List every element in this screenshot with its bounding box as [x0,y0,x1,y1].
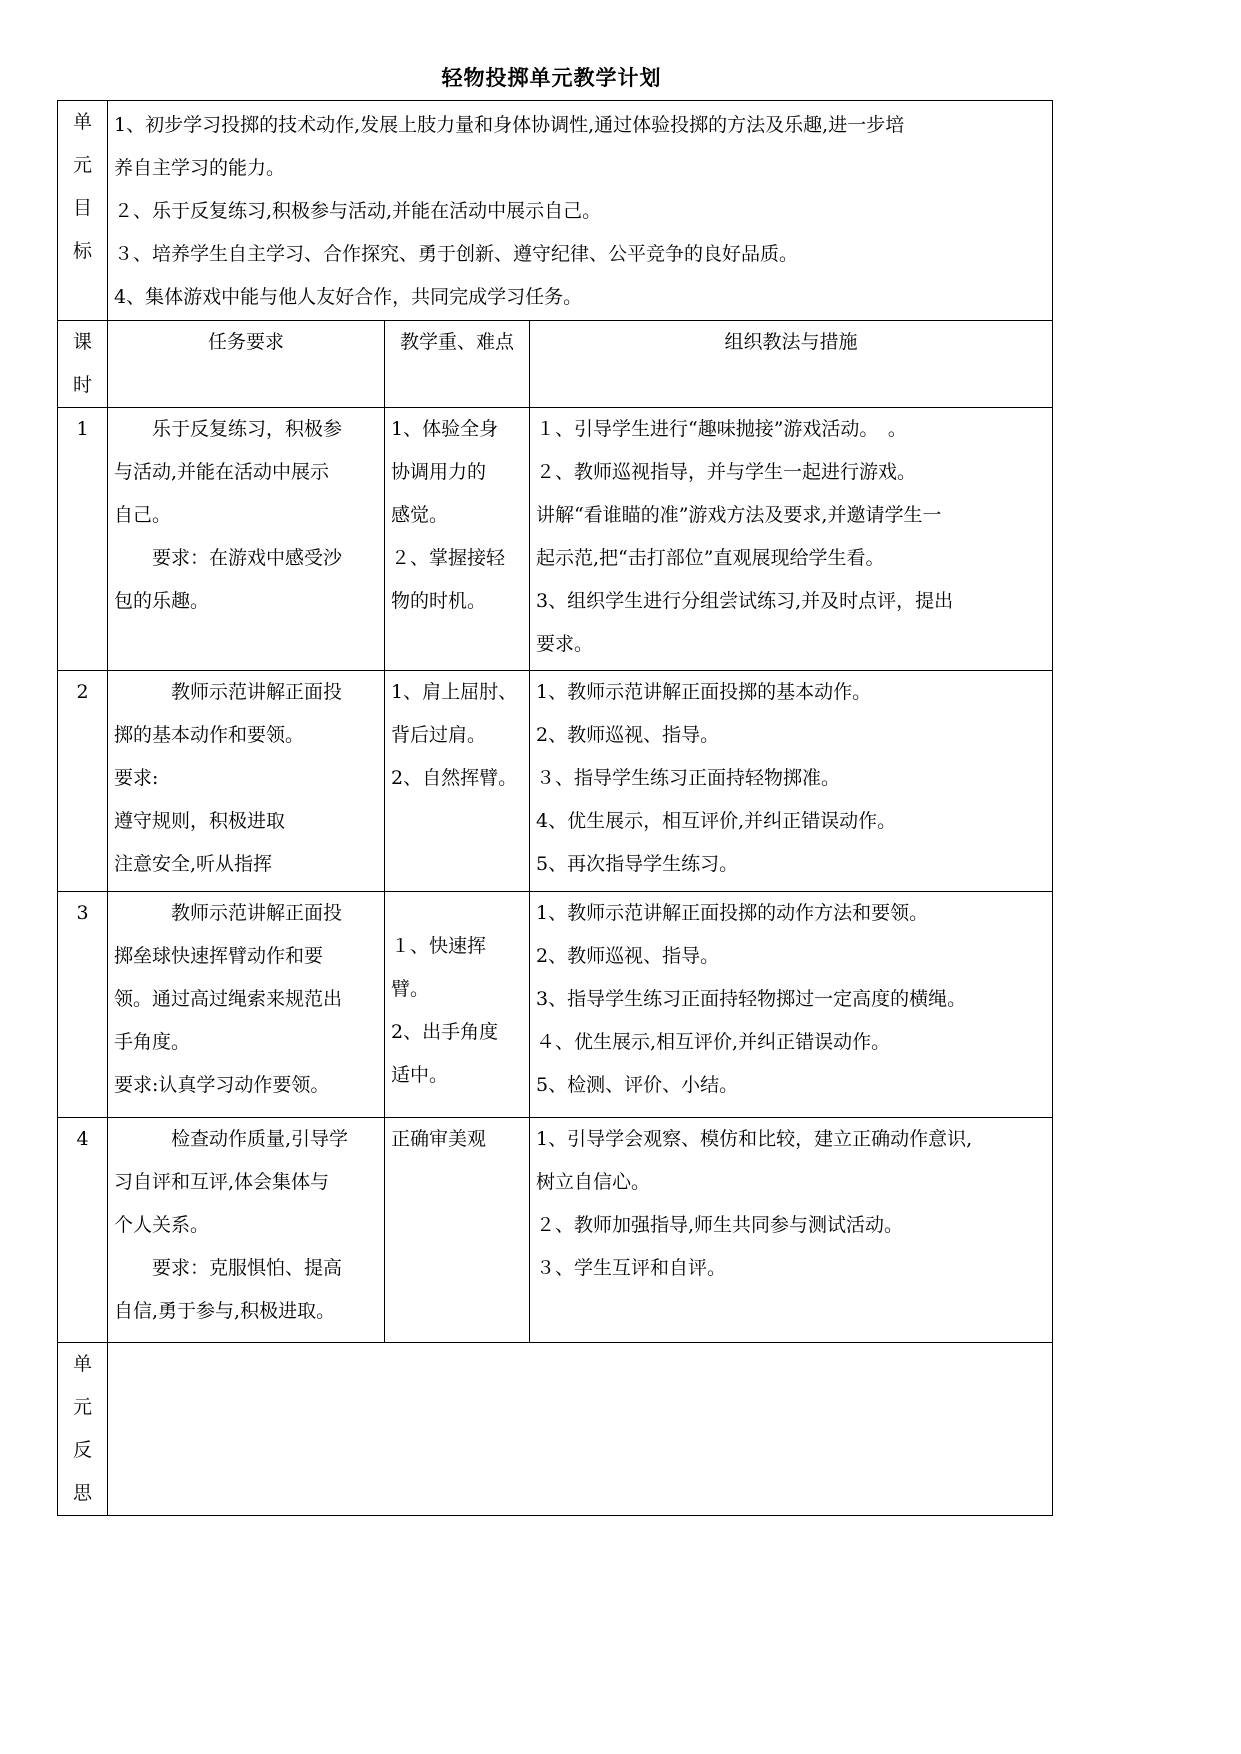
goal-line: 1、初步学习投掷的技术动作,发展上肢力量和身体协调性,通过体验投掷的方法及乐趣,进一步培 [114,114,905,136]
goal-line: ３、培养学生自主学习、合作探究、勇于创新、遵守纪律、公平竞争的良好品质。 [114,243,799,265]
lesson-methods: １、引导学生进行“趣味抛接”游戏活动。 。 ２、教师巡视指导，并与学生一起进行游戏。 讲解“看谁瞄的准”游戏方法及要求,并邀请学生一 起示范,把“击打部位”直观展现给学生看。 3、组织学生进行分组尝试练习,并及时点评，提出 要求。 [530,408,1053,671]
lesson-row [58,892,1053,1118]
unit-goals-row [58,101,1053,321]
lesson-methods: 1、教师示范讲解正面投掷的动作方法和要领。 2、教师巡视、指导。 3、指导学生练习正面持轻物掷过一定高度的横绳。 ４、优生展示,相互评价,并纠正错误动作。 5、检测、评价、小结。 [530,892,1053,1118]
lesson-task: 教师示范讲解正面投 掷垒球快速挥臂动作和要 领。通过高过绳索来规范出 手角度。 要求:认真学习动作要领。 [108,892,385,1118]
lesson-task: 检查动作质量,引导学 习自评和互评,体会集体与 个人关系。 要求：克服惧怕、提高 自信,勇于参与,积极进取。 [108,1118,385,1343]
header-methods: 组织教法与措施 [530,321,1053,408]
lesson-period: 1 [58,408,108,671]
lesson-period: 2 [58,671,108,892]
goal-line: 养自主学习的能力。 [114,157,286,179]
lesson-row [58,1118,1053,1343]
reflection-label: 单 元 反 思 [58,1343,108,1516]
lesson-key-points: 正确审美观 [385,1118,530,1343]
reflection-content[interactable] [108,1343,1053,1516]
lesson-row [58,671,1053,892]
header-task: 任务要求 [108,321,385,408]
lesson-methods: 1、教师示范讲解正面投掷的基本动作。 2、教师巡视、指导。 ３、指导学生练习正面持轻物掷准。 4、优生展示，相互评价,并纠正错误动作。 5、再次指导学生练习。 [530,671,1053,892]
lesson-period: 4 [58,1118,108,1343]
lesson-row [58,408,1053,671]
unit-goals-label: 单 元 目 标 [58,101,108,321]
header-key-points: 教学重、难点 [385,321,530,408]
unit-goals-content [108,101,1053,321]
header-row [58,321,1053,408]
lesson-period: 3 [58,892,108,1118]
lesson-key-points: 1、体验全身 协调用力的 感觉。 ２、掌握接轻 物的时机。 [385,408,530,671]
reflection-row [58,1343,1053,1516]
lesson-key-points: 1、肩上屈肘、 背后过肩。 2、自然挥臂。 [385,671,530,892]
page-title: 轻物投掷单元教学计划 [441,65,662,90]
teaching-plan-table [57,100,1053,1516]
goal-line: 4、集体游戏中能与他人友好合作，共同完成学习任务。 [114,286,583,308]
header-period: 课 时 [58,321,108,408]
lesson-methods: 1、引导学会观察、模仿和比较，建立正确动作意识, 树立自信心。 ２、教师加强指导,师生共同参与测试活动。 ３、学生互评和自评。 [530,1118,1053,1343]
lesson-task: 教师示范讲解正面投 掷的基本动作和要领。 要求: 遵守规则，积极进取 注意安全,听从指挥 [108,671,385,892]
goal-line: ２、乐于反复练习,积极参与活动,并能在活动中展示自己。 [114,200,602,222]
lesson-task: 乐于反复练习，积极参 与活动,并能在活动中展示 自己。 要求：在游戏中感受沙 包的乐趣。 [108,408,385,671]
lesson-key-points: １、快速挥臂。 2、出手角度 适中。 [385,892,530,1118]
